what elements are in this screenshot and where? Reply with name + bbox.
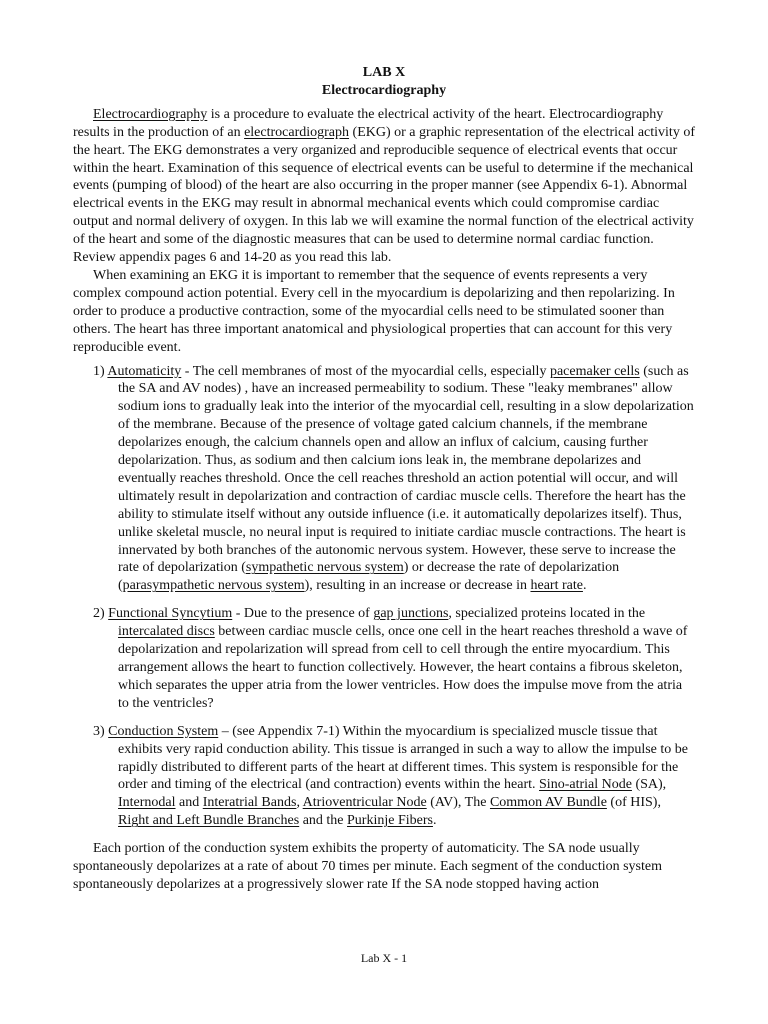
item-text: (such as the SA and AV nodes) , have an increased permeability to sodium. These "leaky membranes" allow sodium ions to gradually leak into the interior of the myocardial cell, resulting in a slow depolarization of the membrane. Because of the presence of voltage gated calcium channels, if the membrane depolarizes enough, the calcium channels open and allow an influx of calcium, causing further depolarization. Thus, as sodium and then calcium ions leak in, the membrane depolarizes and eventually reaches threshold. Once the cell reaches threshold an action potential will occur, and will ultimately result in depolarization and contraction of cardiac muscle cells. Therefore the heart has the ability to stimulate itself without any outside influence (i.e. it automatically depolarizes itself). Thus, unlike skeletal muscle, no neural input is required to initiate cardiac muscle contractions. The heart is innervated by both branches of the autonomic nervous system. However, these serve to increase the rate of depolarization ( bbox=[118, 363, 694, 576]
term-functional-syncytium: Functional Syncytium bbox=[108, 606, 233, 622]
list-item-automaticity bbox=[73, 363, 695, 596]
lab-subtitle: Electrocardiography bbox=[321, 82, 447, 98]
item-text: (AV), The bbox=[426, 795, 490, 811]
conduction-paragraph: Each portion of the conduction system exhibits the property of automaticity. The SA node usually spontaneously depolarizes at a rate of about 70 times per minute. Each segment of the conduction system spontaneously depolarizes at a progressively slower rate If the SA node stopped having action bbox=[73, 841, 662, 892]
document-page bbox=[73, 64, 695, 894]
list-item-conduction-system bbox=[73, 723, 695, 830]
term-interatrial-bands: Interatrial Bands bbox=[202, 795, 297, 811]
term-purkinje-fibers: Purkinje Fibers bbox=[347, 813, 433, 829]
item-text: ) or decrease the rate of depolarization ( bbox=[118, 560, 620, 594]
term-bundle-branches: Right and Left Bundle Branches bbox=[118, 813, 300, 829]
item-text: , specialized proteins located in the bbox=[448, 606, 646, 622]
term-common-av-bundle: Common AV Bundle bbox=[489, 795, 607, 811]
term-heart-rate: heart rate bbox=[530, 578, 583, 594]
term-electrocardiograph: electrocardiograph bbox=[244, 124, 350, 140]
term-conduction-system: Conduction System bbox=[108, 723, 219, 739]
term-gap-junctions: gap junctions bbox=[373, 606, 449, 622]
item-number: 2) bbox=[93, 606, 109, 622]
term-parasympathetic: parasympathetic nervous system bbox=[122, 578, 305, 594]
item-text: and bbox=[175, 795, 203, 811]
term-sa-node: Sino-atrial Node bbox=[539, 777, 632, 793]
item-text: between cardiac muscle cells, once one cell in the heart reaches threshold a wave of depolarization and repolarization will spread from cell to cell through the entire myocardium. This arrangement allows the heart to function collectively. However, the heart contains a fibrous skeleton, which separates the upper atria from the lower ventricles. How does the impulse move from the atria to the ventricles? bbox=[118, 624, 688, 711]
term-electrocardiography: Electrocardiography bbox=[93, 106, 208, 122]
item-text: – (see Appendix 7-1) Within the myocardium is specialized muscle tissue that exhibits very rapid conduction ability. This tissue is arranged in such a way to allow the impulse to be rapidly distributed to different parts of the heart at different times. This system is responsible for the order and timing of the electrical (and contraction) events within the heart. bbox=[118, 723, 688, 793]
item-text: - The cell membranes of most of the myocardial cells, especially bbox=[181, 363, 550, 379]
item-text: ), resulting in an increase or decrease in bbox=[304, 578, 531, 594]
intro-text-1: is a procedure to evaluate the electrical activity of the heart. Electrocardiography results in the production of an bbox=[73, 106, 664, 140]
item-number: 3) bbox=[93, 723, 109, 739]
item-text: (of HIS), bbox=[606, 795, 661, 811]
term-internodal: Internodal bbox=[118, 795, 176, 811]
item-text: . bbox=[582, 578, 587, 594]
item-text: (SA), bbox=[631, 777, 667, 793]
item-text: , bbox=[296, 795, 303, 811]
properties-list bbox=[73, 363, 695, 831]
page-footer: Lab X - 1 bbox=[360, 951, 408, 965]
item-number: 1) bbox=[93, 363, 108, 379]
ekg-paragraph: When examining an EKG it is important to remember that the sequence of events represents a very complex compound action potential. Every cell in the myocardium is depolarizing and then repolarizing. In order to produce a productive contraction, some of the myocardial cells need to be stimulated sooner than others. The heart has three important anatomical and physiological properties that can account for this very reproducible event. bbox=[73, 267, 675, 355]
lab-title: LAB X bbox=[362, 65, 406, 80]
term-intercalated-discs: intercalated discs bbox=[118, 624, 215, 640]
item-text: . bbox=[432, 813, 437, 829]
term-pacemaker-cells: pacemaker cells bbox=[549, 363, 640, 379]
item-text: and the bbox=[299, 813, 348, 829]
term-sympathetic: sympathetic nervous system bbox=[245, 560, 404, 576]
item-text: - Due to the presence of bbox=[232, 606, 374, 622]
term-automaticity: Automaticity bbox=[107, 363, 182, 379]
term-av-node: Atrioventricular Node bbox=[302, 795, 427, 811]
list-item-functional-syncytium bbox=[73, 605, 695, 712]
intro-paragraph bbox=[73, 106, 695, 267]
intro-text-2: (EKG) or a graphic representation of the electrical activity of the heart. The EKG demonstrates a very organized and reproducible sequence of electrical events that occur within the heart. Examination of this sequence of electrical events can be useful to determine if the mechanical events (pumping of blood) of the heart are also occurring in the proper manner (see Appendix 6-1). Abnormal electrical events in the EKG may result in abnormal mechanical events which could compromise cardiac output and normal delivery of oxygen. In this lab we will examine the normal function of the electrical activity of the heart and some of the diagnostic measures that can be used to determine normal cardiac function. Review appendix pages 6 and 14-20 as you read this lab. bbox=[73, 124, 695, 266]
